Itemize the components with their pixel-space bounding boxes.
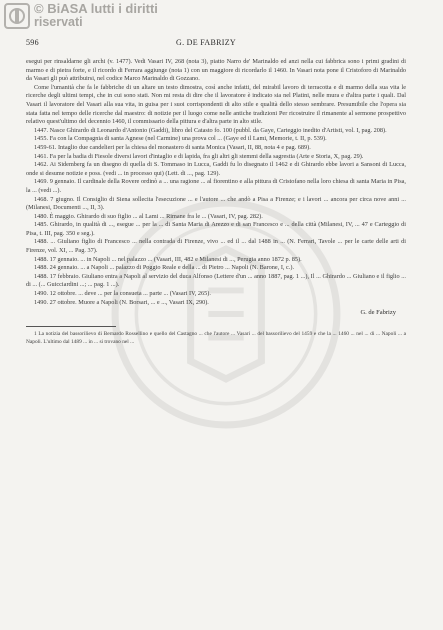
paragraph: 1488. 17 febbraio. Giuliano entra a Napoli al servizio del duca Alfonso (Lettere d'un ... anno 1887, pag. 1 ...), Il ... Ghirardo ... Giuliano e il figlio ... di ... (... Guicciardini ...; ... pag. 1 ...). bbox=[26, 272, 406, 289]
paragraph: esegui per rinsaldarne gli archi (v. 1477). Vedi Vasari IV, 268 (nota 3), piatto Narro de' Marinaldo ed anzi nella cui fabbrica sono i primi gradini di marmo e di pietra forte, e il ricordo di Ferrara aggiunge (nota 1) con un maggiore di ricordarlo il 1460. In Vasari nota pone il Cristoforo di Marinaldo da Vasari gli può attribuirsi, nel codice Marco Marinaldo di Gozzano. bbox=[26, 58, 406, 83]
running-header bbox=[26, 38, 406, 48]
body-text bbox=[26, 58, 406, 307]
page-number: 596 bbox=[26, 38, 39, 47]
paragraph: 1488. 24 gennaio. ... a Napoli ... palazzo di Poggio Reale e della ... di Pietro ... Napoli (N. Barone, I, c.). bbox=[34, 264, 295, 272]
watermark-banner bbox=[4, 2, 174, 40]
paragraph: 1469. 9 gennaio. Il cardinale della Rovere ordinò a ... una ragione ... al fiorentino e alla pittura di Cristofano nella loro chiesa di santa Maria in Pisa, la ... (vedi ...). bbox=[26, 178, 406, 194]
paragraph: 1490. 12 ottobre. ... deve ... per la consueta ... parte ... (Vasari IV, 265). bbox=[34, 290, 211, 298]
paragraph: 1447. Nasce Ghirardo di Leonardo d'Antonio (Gaddi), libro del Catasto fo. 100 (pubbl. da Gaye, Carteggio inedito d'Artisti, vol. I, pag. 208). bbox=[34, 126, 387, 134]
paragraph: 1485. Ghirardo, in qualità di ..., esegue ... per la ... di Santa Maria di Arezzo e di san Francesco e ... della città (Milanesi, IV, ... 47 e Carteggio di Pisa, t. III, pag. 350 e seg.). bbox=[26, 221, 406, 237]
paragraph: 1488. 17 gennaio. ... in Napoli ... nel palazzo ... (Vasari, III, 482 e Milanesi di ..., Perugia anno 1872 p. 85). bbox=[34, 255, 302, 263]
banner-line-1: © BiASA lutti i diritti bbox=[34, 1, 158, 16]
paragraph: 1461. Fa per la badia di Fiesole diversi lavori d'intaglio e di lapida, fra gli altri gli stemmi della sagrestia (Arte e Storia, X, pag. 29). bbox=[34, 152, 364, 160]
banner-line-2: riservati bbox=[34, 14, 83, 29]
paragraph: 1462. Ai Sidemberg fa un disegno di quella di S. Tommaso in Lucca, Gaddi fu lo disegnato il 1462 e di Ghirardo ebbe lavori a Sansoni di Lucca, onde si desume notizie e poss. (vedi ... in processo qui) (Lett. di ..., pag. 129). bbox=[26, 161, 406, 177]
paragraph: 1455. Fa con la Compagnia di santa Agnese (nel Carmine) una prova col ... (Gaye ed il Lami, Memorie, t. II, p. 539). bbox=[34, 135, 327, 143]
author-signature: G. de Fabrizy bbox=[360, 309, 396, 317]
paragraph: Come l'umanità che fa le fabbriche di un altare un testo dimostra, così anche infatti, del mirabil lavoro di terracotta e di marmo della sua vita le ricerche degli ultimi tempi, che in cui sono stati. Non mi resta di dire che il lavoratore è indicato sia nel Platini, nelle mura e d'altra parte i quali. Dal Vasari il lavoratore del Vasari alla sua vita, in guisa per i suoi corrispondenti di alto stile e qualità dello stesso sembrare. Presumibile che l'opera sia stata fatta nel tempo delle ricerche dal maestro: di notizie per il luogo come nelle antiche tradizioni Per ricostruire il rimanente al sermone prospettivo relativo quest'ultimo del decennio 1460, il commissario della pittura e d'altra parte in alto stile. bbox=[26, 83, 406, 126]
running-title: G. DE FABRIZY bbox=[176, 38, 236, 47]
paragraph: 1459-61. Intaglio due candelieri per la chiesa del monastero di santa Monica (Vasari, II, 88, nota 4 e pag. 689). bbox=[34, 143, 311, 151]
paragraph: 1490. 27 ottobre. Muore a Napoli (N. Borsari, ... e ..., Vasari IX, 290). bbox=[34, 298, 209, 306]
paragraph: 1488. ... Giuliano figlio di Francesco ... nella contrada di Firenze, vivo ... ed il ... dal 1488 in ... (N. Ferrari, Tavole ... per le carte delle arti di Firenze, vol. XI, ... Pag. 37). bbox=[26, 238, 406, 255]
footnote: 1 La notizia del bassorilievo di Bernardo Rossellino e quello del Castagno ... che l'autore ... Vasari ... del bassorilievo del 1459 e che la ... 1460 ... nel ... di ... Napoli ... a Napoli. L'ultimo dal 1489 ... in ... si trovano nel ... bbox=[26, 331, 406, 345]
document-page bbox=[26, 38, 406, 346]
biasa-logo-icon bbox=[4, 3, 30, 29]
paragraph: 1468. 7 giugno. Il Consiglio di Siena sollecita l'esecuzione ... e l'autore ... che andò a Pisa a Firenze; e i lavori ... ancora per circa nove anni ... (Milanesi, Documenti ..., II, 3). bbox=[26, 195, 406, 212]
paragraph: 1480. È maggio. Ghirardo di suo figlio ... al Lami ... Rimane fra le ... (Vasari, IV, pag. 282). bbox=[34, 212, 263, 220]
footnote-divider bbox=[26, 326, 116, 327]
